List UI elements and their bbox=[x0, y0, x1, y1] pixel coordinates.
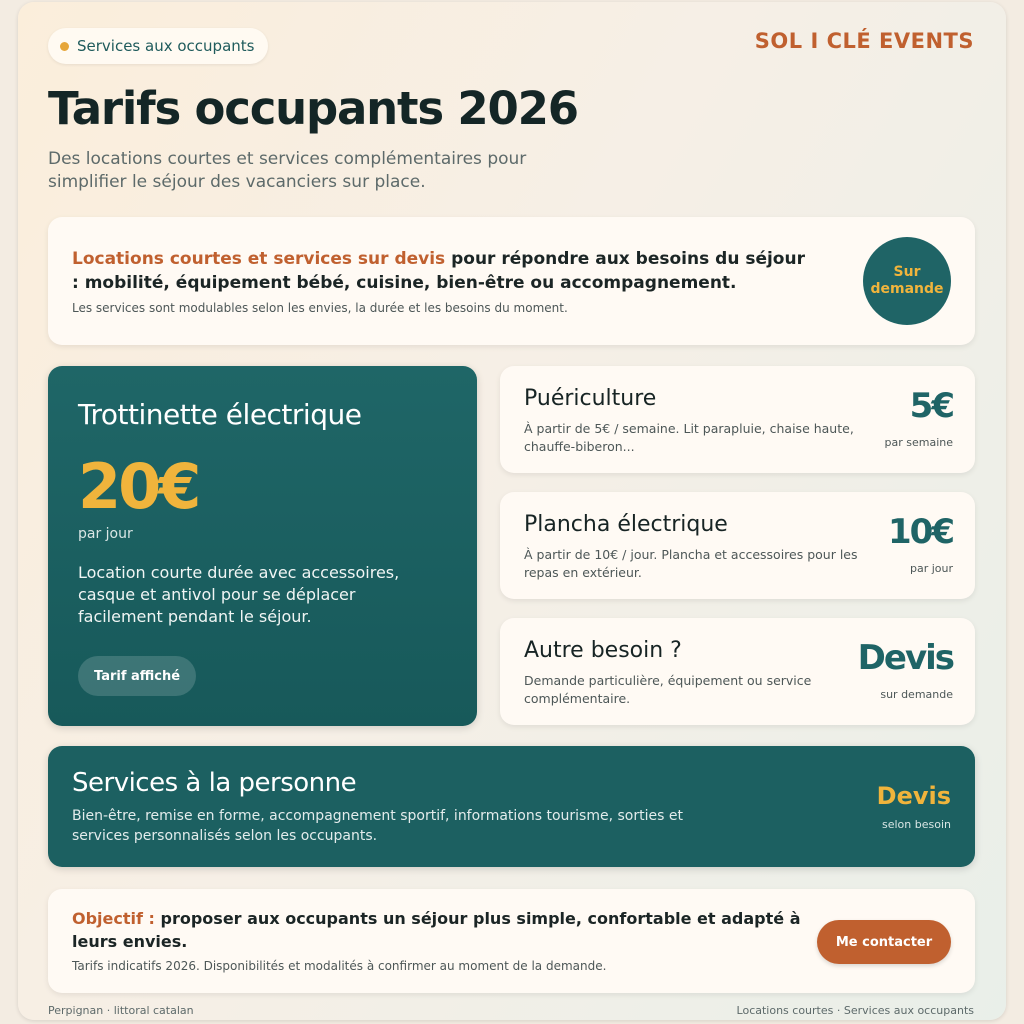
flyer bbox=[18, 2, 1006, 1020]
offer-title: Puériculture bbox=[524, 386, 657, 411]
intro-lead bbox=[72, 247, 812, 295]
featured-offer-unit: par jour bbox=[78, 526, 133, 542]
goal-lead bbox=[72, 907, 802, 953]
offer-description: À partir de 10€ / jour. Plancha et accessoires pour les repas en extérieur. bbox=[524, 547, 858, 580]
offer-unit: par semaine bbox=[884, 436, 953, 449]
offer-title: Autre besoin ? bbox=[524, 638, 682, 663]
offer-price: 5€ bbox=[909, 386, 953, 426]
page-title: Tarifs occupants 2026 bbox=[48, 82, 578, 135]
goal-lead-text: proposer aux occupants un séjour plus simple, confortable et adapté à leurs envies. bbox=[72, 909, 801, 951]
page-subtitle: Des locations courtes et services complémentaires pour simplifier le séjour des vacanciers sur place. bbox=[48, 149, 527, 192]
offer-description: À partir de 5€ / semaine. Lit parapluie, chaise haute, chauffe-biberon... bbox=[524, 421, 854, 454]
offer-unit: par jour bbox=[909, 562, 953, 575]
offer-price: Devis bbox=[857, 638, 953, 678]
offer-card-puericulture[interactable] bbox=[500, 366, 975, 473]
services-unit: selon besoin bbox=[882, 818, 951, 831]
services-title: Services à la personne bbox=[72, 768, 357, 798]
category-pill bbox=[48, 28, 268, 64]
services-price: Devis bbox=[876, 782, 951, 810]
offer-description: Demande particulière, équipement ou service complémentaire. bbox=[524, 673, 812, 706]
offer-card-plancha[interactable] bbox=[500, 492, 975, 599]
footer-location: Perpignan · littoral catalan bbox=[48, 1004, 194, 1017]
services-description: Bien-être, remise en forme, accompagnement sportif, informations tourisme, sorties et services personnalisés selon les occupants. bbox=[72, 808, 683, 844]
brand-name: SOL I CLÉ EVENTS bbox=[754, 29, 974, 53]
category-label: Services aux occupants bbox=[77, 37, 255, 55]
goal-accent: Objectif : bbox=[72, 909, 155, 928]
featured-offer-title: Trottinette électrique bbox=[78, 398, 362, 431]
offer-unit: sur demande bbox=[880, 688, 953, 701]
goal-card bbox=[48, 889, 975, 993]
featured-offer-description: Location courte durée avec accessoires, casque et antivol pour se déplacer facilement pendant le séjour. bbox=[78, 563, 400, 626]
intro-note: Les services sont modulables selon les envies, la durée et les besoins du moment. bbox=[72, 301, 568, 315]
featured-offer-card[interactable] bbox=[48, 366, 477, 726]
intro-card bbox=[48, 217, 975, 345]
footer-tagline: Locations courtes · Services aux occupants bbox=[736, 1004, 974, 1017]
price-shown-tag: Tarif affiché bbox=[78, 656, 196, 696]
featured-offer-price: 20€ bbox=[78, 450, 199, 523]
offer-price: 10€ bbox=[888, 512, 953, 552]
intro-lead-text: pour répondre aux besoins du séjour : mobilité, équipement bébé, cuisine, bien-être ou accompagnement. bbox=[72, 249, 805, 293]
personal-services-card[interactable] bbox=[48, 746, 975, 867]
offer-title: Plancha électrique bbox=[524, 512, 728, 537]
intro-accent: Locations courtes et services sur devis bbox=[72, 249, 446, 269]
dot-icon bbox=[60, 42, 69, 51]
goal-note: Tarifs indicatifs 2026. Disponibilités et modalités à confirmer au moment de la demande. bbox=[72, 959, 607, 973]
contact-button[interactable]: Me contacter bbox=[817, 920, 951, 964]
offer-card-other[interactable] bbox=[500, 618, 975, 725]
on-demand-badge: Sur demande bbox=[863, 237, 951, 325]
